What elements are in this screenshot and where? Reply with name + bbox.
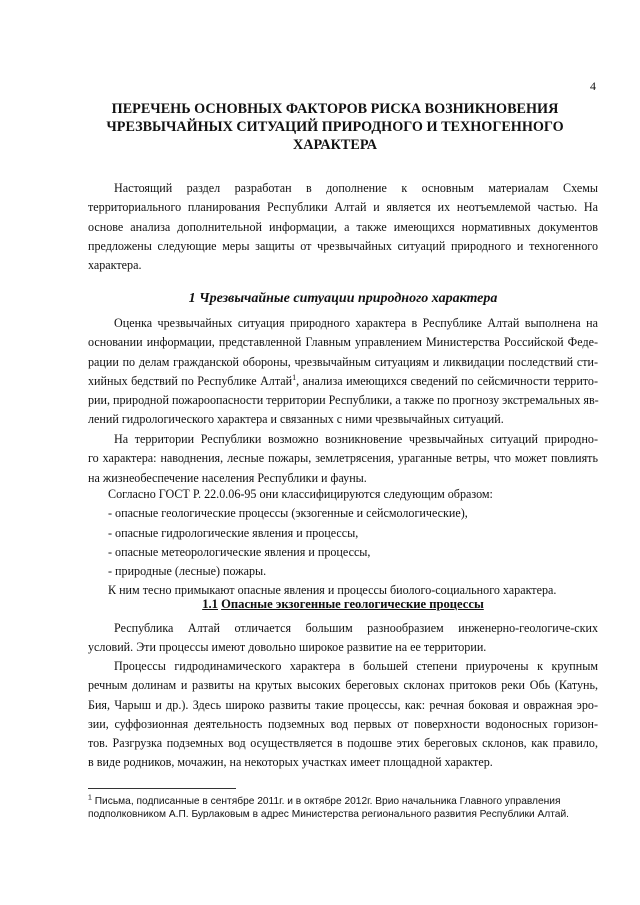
section-paragraph-1 [88, 314, 598, 430]
text-line: основании информации, представленной Главным управлением Министерства Российской Феде- [88, 335, 598, 350]
subsection-paragraph-2 [88, 657, 598, 773]
footnote-reference[interactable]: 1 [292, 372, 297, 382]
footnote-line [88, 795, 608, 808]
footnote-line: подполковником А.П. Бурлаковым в адрес Министерства регионального развития Республики Алтай. [88, 809, 569, 820]
text-line: речным долинам и развиты на крутых высоких береговых склонах притоков реки Обь (Катунь, [88, 678, 598, 693]
footnote-text: Письма, подписанные в сентябре 2011г. и в октябре 2012г. Врио начальника Главного управления [91, 796, 561, 807]
title-line: ЧРЕЗВЫЧАЙНЫХ СИТУАЦИЙ ПРИРОДНОГО И ТЕХНОГЕННОГО [106, 119, 564, 135]
document-title [60, 100, 610, 154]
text-line: зии, суффозионная деятельность подземных вод первых от поверхности водоносных горизон- [88, 716, 598, 731]
title-line: ПЕРЕЧЕНЬ ОСНОВНЫХ ФАКТОРОВ РИСКА ВОЗНИКНОВЕНИЯ [111, 101, 559, 117]
list-item: - опасные гидрологические явления и процессы, [108, 525, 359, 540]
text-line: территориального планирования Республики Алтай и является их неотъемлемой частью. На [88, 200, 598, 215]
text-line [88, 372, 598, 391]
subsection-title: Опасные экзогенные геологические процессы [221, 597, 484, 611]
subsection-number: 1.1 [202, 597, 218, 611]
text-line: предложены следующие меры защиты от чрезвычайных ситуаций природного и техногенного [88, 238, 598, 253]
text-fragment: хийных бедствий по Республике Алтай [88, 373, 293, 388]
text-line: тов. Разгрузка подземных вод осуществляется в подошве этих береговых склонов, как правило, [88, 736, 598, 751]
footnote [88, 795, 608, 821]
text-line: Процессы гидродинамического характера в большей степени приурочены к крупным [114, 659, 598, 673]
text-line: условий. Эти процессы имеют довольно широкое развитие на ее территории. [88, 640, 487, 655]
classification-intro: Согласно ГОСТ Р. 22.0.06-95 они классифицируются следующим образом: [108, 487, 493, 501]
classification-list [88, 485, 598, 601]
footnote-divider [88, 788, 236, 789]
page-number: 4 [590, 79, 596, 93]
subsection-heading [88, 597, 598, 612]
section-heading: 1 Чрезвычайные ситуации природного характера [188, 291, 498, 306]
text-line: лений гидрологического характера и связанных с ними чрезвычайных ситуаций. [88, 412, 504, 427]
text-line: основе анализа дополнительной информации, а также имеющихся нормативных документов [88, 219, 598, 234]
text-line: рации по делам гражданской обороны, чрезвычайным ситуациям и ликвидации последствий сти- [88, 354, 598, 369]
text-fragment: , анализа имеющихся сведений по сейсмичности террито- [296, 373, 598, 388]
section-paragraph-2 [88, 430, 598, 488]
list-item: - опасные геологические процессы (экзогенные и сейсмологические), [108, 506, 468, 521]
text-line: Республика Алтай отличается большим разнообразием инженерно-геологиче-ских [114, 621, 598, 635]
text-line: го характера: наводнения, лесные пожары, землетрясения, ураганные ветры, что может повлиять [88, 451, 598, 466]
classification-closing: К ним тесно примыкают опасные явления и процессы биолого-социального характера. [108, 583, 557, 598]
text-line: характера. [88, 258, 142, 273]
text-line: Оценка чрезвычайных ситуация природного характера в Республике Алтай выполнена на [114, 316, 598, 330]
intro-paragraph [88, 179, 598, 275]
text-line: На территории Республики возможно возникновение чрезвычайных ситуаций природно- [114, 432, 598, 446]
text-line: рии, природной пожароопасности территории Республики, а также по прогнозу экстремальных яв- [88, 393, 599, 408]
subsection-paragraph-1 [88, 619, 598, 658]
title-line: ХАРАКТЕРА [293, 137, 377, 153]
text-line: в виде родников, мочажин, на некоторых участках имеет площадной характер. [88, 755, 493, 770]
text-line: на жизнеобеспечение населения Республики и фауны. [88, 470, 367, 485]
list-item: - опасные метеорологические явления и процессы, [108, 544, 371, 559]
list-item: - природные (лесные) пожары. [108, 564, 267, 579]
footnote-marker: 1 [88, 794, 92, 802]
text-line: Бия, Чарыш и др.). Здесь широко развиты такие процессы, как: речная боковая и овражная эро- [88, 697, 598, 712]
text-line: Настоящий раздел разработан в дополнение к основным материалам Схемы [114, 181, 598, 195]
